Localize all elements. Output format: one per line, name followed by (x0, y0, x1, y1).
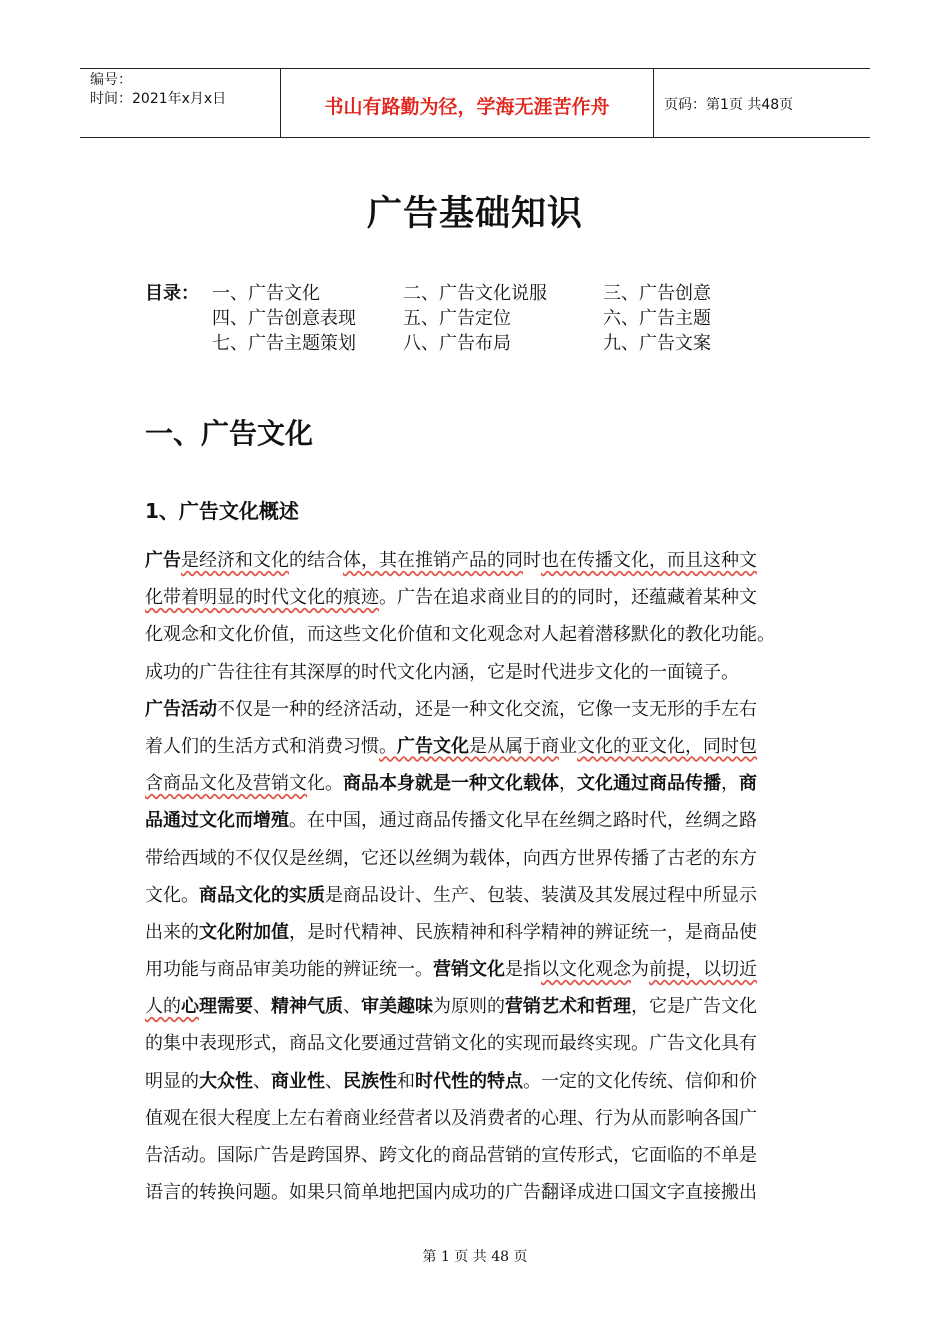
toc-row (212, 331, 772, 356)
toc-item[interactable]: 九、广告文案 (603, 333, 711, 354)
body-line: 用功能与商品审美功能的辨证统一。营销文化是指以文化观念为前提，以切近 (145, 959, 757, 981)
number-label: 编号： (90, 72, 132, 88)
body-line: 成功的广告往往有其深厚的时代文化内涵，它是时代进步文化的一面镜子。 (145, 661, 739, 683)
time-label: 时间：2021年x月x日 (90, 91, 227, 107)
header-meta-cell (80, 69, 281, 137)
page-footer: 第 1 页 共 48 页 (422, 1249, 528, 1265)
body-line: 含商品文化及营销文化。商品本身就是一种文化载体，文化通过商品传播，商 (145, 773, 757, 795)
body-text (145, 542, 800, 1211)
body-line: 化观念和文化价值，而这些文化价值和文化观念对人起着潜移默化的教化功能。 (145, 624, 775, 646)
body-line: 广告是经济和文化的结合体，其在推销产品的同时也在传播文化，而且这种文 (145, 550, 757, 571)
toc-item[interactable]: 六、广告主题 (603, 308, 711, 329)
toc-item[interactable]: 四、广告创意表现 (212, 308, 356, 329)
body-line: 出来的文化附加值，是时代精神、民族精神和科学精神的辨证统一，是商品使 (145, 921, 757, 943)
toc-item[interactable]: 五、广告定位 (403, 308, 511, 329)
section-heading: 一、广告文化 (145, 417, 314, 450)
toc-row (212, 281, 772, 306)
document-title: 广告基础知识 (366, 194, 583, 234)
body-line: 化带着明显的时代文化的痕迹。广告在追求商业目的的同时，还蕴藏着某种文 (145, 587, 757, 609)
body-line: 人的心理需要、精神气质、审美趣味为原则的营销艺术和哲理，它是广告文化 (145, 996, 757, 1018)
toc-row (212, 306, 772, 331)
header-table (80, 68, 870, 138)
page-code: 页码：第1页 共48页 (664, 97, 794, 113)
toc-label: 目录： (145, 283, 199, 304)
body-line: 带给西域的不仅仅是丝绸，它还以丝绸为载体，向西方世界传播了古老的东方 (145, 847, 757, 869)
toc-grid (212, 281, 772, 356)
motto: 书山有路勤为径，学海无涯苦作舟 (281, 69, 654, 137)
body-line: 品通过文化而增殖。在中国，通过商品传播文化早在丝绸之路时代，丝绸之路 (145, 810, 757, 832)
toc-item[interactable]: 八、广告布局 (403, 333, 511, 354)
body-line: 广告活动不仅是一种的经济活动，还是一种文化交流，它像一支无形的手左右 (145, 698, 757, 720)
body-line: 告活动。国际广告是跨国界、跨文化的商品营销的宣传形式，它面临的不单是 (145, 1145, 757, 1166)
toc-item[interactable]: 二、广告文化说服 (403, 283, 547, 304)
body-line: 着人们的生活方式和消费习惯。广告文化是从属于商业文化的亚文化，同时包 (145, 735, 757, 757)
body-line: 的集中表现形式，商品文化要通过营销文化的实现而最终实现。广告文化具有 (145, 1033, 757, 1055)
body-line: 值观在很大程度上左右着商业经营者以及消费者的心理、行为从而影响各国广 (145, 1107, 757, 1129)
body-line: 文化。商品文化的实质是商品设计、生产、包装、装潢及其发展过程中所显示 (145, 884, 757, 906)
toc-item[interactable]: 三、广告创意 (603, 283, 711, 304)
subsection-heading: 1、广告文化概述 (145, 499, 299, 523)
toc-item[interactable]: 七、广告主题策划 (212, 333, 356, 354)
body-line: 明显的大众性、商业性、民族性和时代性的特点。一定的文化传统、信仰和价 (145, 1070, 757, 1092)
toc-item[interactable]: 一、广告文化 (212, 283, 320, 304)
body-line: 语言的转换问题。如果只简单地把国内成功的广告翻译成进口国文字直接搬出 (145, 1182, 757, 1204)
